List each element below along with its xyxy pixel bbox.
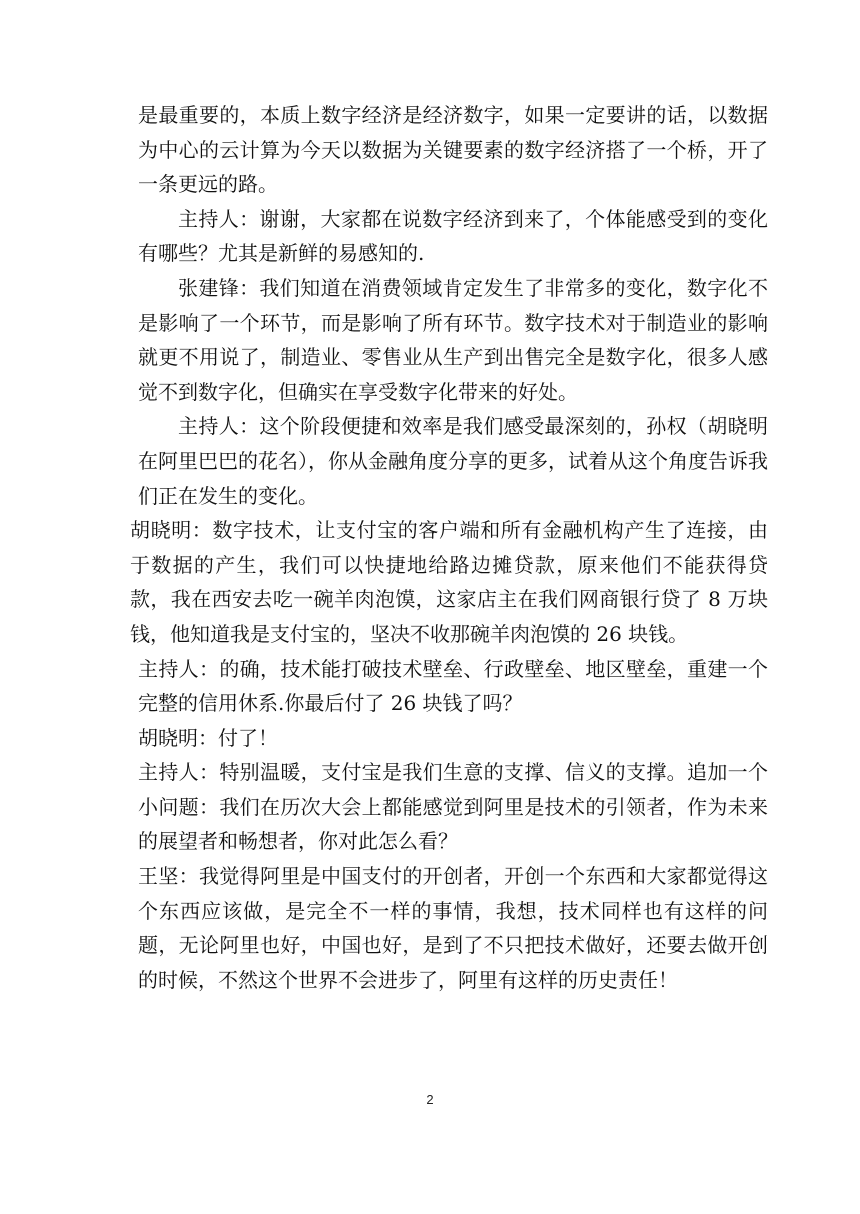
paragraph-continuation: 是最重要的，本质上数字经济是经济数字，如果一定要讲的话，以数据为中心的云计算为今天以数据为关键要素的数字经济搭了一个桥，开了一条更远的路。 [138,103,768,197]
paragraph-host-question-2: 主持人：这个阶段便捷和效率是我们感受最深刻的，孙权（胡晓明在阿里巴巴的花名），你从金融角度分享的更多，试着从这个角度告诉我们正在发生的变化。 [138,414,768,508]
paragraph-host-question-4: 主持人：特别温暖，支付宝是我们生意的支撑、信义的支撑。追加一个小问题：我们在历次大会上都能感觉到阿里是技术的引领者，作为未来的展望者和畅想者，你对此怎么看？ [138,760,768,854]
document-body [130,98,768,997]
paragraph-wang-jian: 王坚：我觉得阿里是中国支付的开创者，开创一个东西和大家都觉得这个东西应该做，是完全不一样的事情，我想，技术同样也有这样的问题，无论阿里也好，中国也好，是到了不只把技术做好，还要去做开创的时候，不然这个世界不会进步了，阿里有这样的历史责任！ [138,864,768,992]
paragraph-host-question-1: 主持人：谢谢，大家都在说数字经济到来了，个体能感受到的变化有哪些？尤其是新鲜的易感知的. [138,206,768,266]
paragraph-hu-xiaoming: 胡晓明：数字技术，让支付宝的客户端和所有金融机构产生了连接，由于数据的产生，我们可以快捷地给路边摊贷款，原来他们不能获得贷款，我在西安去吃一碗羊肉泡馍，这家店主在我们网商银行贷了 8 万块钱，他知道我是支付宝的，坚决不收那碗羊肉泡馍的 26 块钱。 [130,518,768,646]
page-number: 2 [426,1092,434,1107]
paragraph-hu-xiaoming-reply: 胡晓明：付了！ [138,725,278,750]
paragraph-zhang-jianfeng: 张建锋：我们知道在消费领域肯定发生了非常多的变化，数字化不是影响了一个环节，而是影响了所有环节。数字技术对于制造业的影响就更不用说了，制造业、零售业从生产到出售完全是数字化，很多人感觉不到数字化，但确实在享受数字化带来的好处。 [138,275,768,404]
paragraph-host-question-3: 主持人：的确，技术能打破技术壁垒、行政壁垒、地区壁垒，重建一个完整的信用休系.你最后付了 26 块钱了吗？ [138,656,768,716]
